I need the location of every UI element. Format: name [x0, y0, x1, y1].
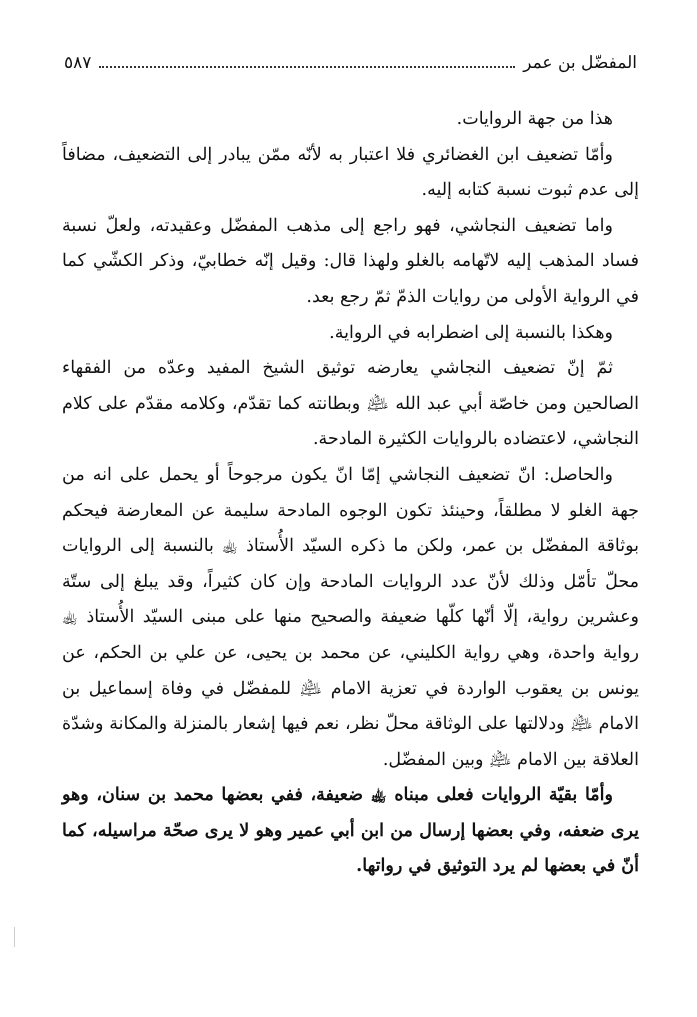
- running-head: [64, 48, 637, 78]
- page-number: ٥٨٧: [64, 53, 92, 73]
- scan-edge-mark: [14, 927, 15, 947]
- paragraph-1: هذا من جهة الروايات.: [456, 109, 613, 129]
- paragraph-2: وأمّا تضعيف ابن الغضائري فلا اعتبار به لأنّه ممّن يبادر إلى التضعيف، مضافاً إلى عدم ثبوت نسبة كتابه إليه.: [62, 144, 639, 201]
- paragraph-5: ثمّ إنّ تضعيف النجاشي يعارضه توثيق الشيخ المفيد وعدّه من الفقهاء الصالحين ومن خاصّة أبي عبد الله ﵇ وبطانته كما تقدّم، وكلامه مقدّم على كلام النجاشي، لاعتضاده بالروايات الكثيرة المادحة.: [62, 358, 639, 450]
- body-text: [62, 102, 639, 885]
- paragraph-7: وأمّا بقيّة الروايات فعلى مبناه ﵀ ضعيفة، ففي بعضها محمد بن سنان، وهو يرى ضعفه، وفي بعضها إرسال من ابن أبي عمير وهو لا يرى صحّة مراسيله، كما أنّ في بعضها لم يرد التوثيق في رواتها.: [62, 785, 639, 877]
- paragraph-4: وهكذا بالنسبة إلى اضطرابه في الرواية.: [329, 322, 613, 343]
- running-title: المفضّل بن عمر: [523, 53, 637, 73]
- paragraph-6: والحاصل: انّ تضعيف النجاشي إمّا انّ يكون مرجوحاً أو يحمل على انه من جهة الغلو لا مطلقاً، وحينئذ تكون الوجوه المادحة سليمة عن المعارضة فيحكم بوثاقة المفضّل بن عمر، ولكن ما ذكره السيّد الأُستاذ ﵀ بالنسبة إلى الروايات محلّ تأمّل وذلك لأنّ عدد الروايات المادحة وإن كان كثيراً، وقد يبلغ إلى ستّة وعشرين رواية، إلّا أنّها كلّها ضعيفة والصحيح منها على مبنى السيّد الأُستاذ ﵀ رواية واحدة، وهي رواية الكليني، عن محمد بن يحيى، عن علي بن الحكم، عن يونس بن يعقوب الواردة في تعزية الامام ﵇ للمفضّل في وفاة إسماعيل بن الامام ﵇ ودلالتها على الوثاقة محلّ نظر، نعم فيها إشعار بالمنزلة والمكانة وشدّة العلاقة بين الامام ﵇ وبين المفضّل.: [62, 464, 639, 770]
- paragraph-3: واما تضعيف النجاشي، فهو راجع إلى مذهب المفضّل وعقيدته، ولعلّ نسبة فساد المذهب إليه لاتّهامه بالغلو ولهذا قال: وقيل إنّه خطابيّ، وذكر الكشّي كما في الرواية الأولى من روايات الذمّ ثمّ رجع بعد.: [62, 215, 639, 307]
- dotted-leader: [99, 66, 515, 68]
